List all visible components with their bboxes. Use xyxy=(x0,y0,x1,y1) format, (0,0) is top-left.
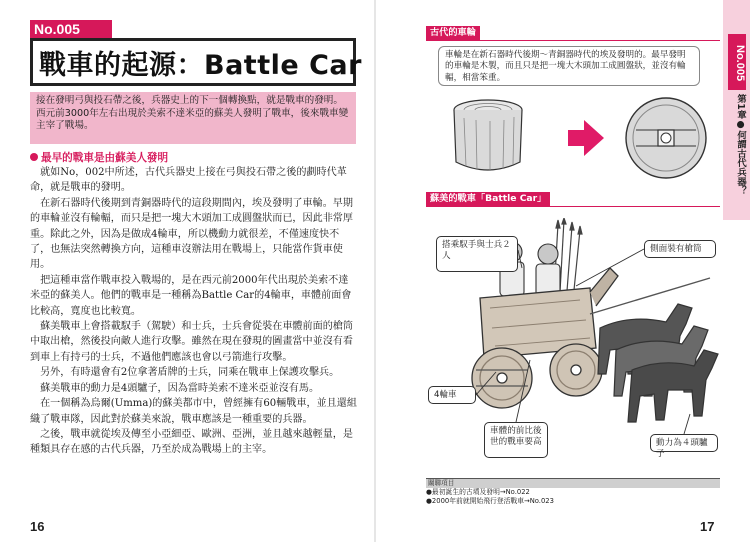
side-chapter-title: 第1章●何謂古代兵器？ xyxy=(735,94,746,196)
wheel-panel-label: 古代的車輪 xyxy=(426,26,480,40)
side-entry-number: No.005 xyxy=(728,34,746,90)
callout-donkeys: 動力為４頭驢子 xyxy=(650,434,718,452)
entry-number-badge: No.005 xyxy=(30,20,112,38)
paragraph: 把這種車當作戰車投入戰場的，是在西元前2000年代出現於美索不達米亞的蘇美人。他們的戰車是一種稱為Battle Car的4輪車，車體前面會比較高，寬度也比較寬。 xyxy=(30,274,352,317)
related-items-label: 關聯項目 xyxy=(426,478,720,488)
page-title: 戰車的起源：Battle Car xyxy=(39,49,362,81)
page-number-left: 16 xyxy=(30,519,45,534)
paragraph: 在新石器時代後期到青銅器時代的這段期間內，埃及發明了車輪。早期的車輪並沒有輪輻，而只是把一塊大木頭加工成圓盤狀而已，因此非常厚重。除此之外，因為是做成4輪車，所以機動力就很差，不僅速度快不了，也無法突然轉換方向，這種車沒辦法用在戰場上，只能當作貨車使用。 xyxy=(30,197,353,271)
lead-summary: 接在發明弓與投石帶之後，兵器史上的下一個轉換點，就是戰車的發明。西元前3000年左右出現於美索不達米亞的蘇美人發明了戰車，後來戰車變主宰了戰場。 xyxy=(30,92,356,144)
related-item[interactable]: ●2000年前就開始飛行登活戰車→No.023 xyxy=(426,497,554,506)
chariot-panel-label: 蘇美的戰車「Battle Car」 xyxy=(426,192,550,206)
section-heading-text: 最早的戰車是由蘇美人發明 xyxy=(41,152,169,164)
related-item[interactable]: ●最初誕生的古墳及發明→No.022 xyxy=(426,488,530,496)
callout-spear-holder: 側面裝有槍筒 xyxy=(644,240,716,258)
paragraph: 蘇美戰車上會搭載馭手（駕駛）和士兵，士兵會從裝在車體前面的槍筒中取出槍，然後投向敵人進行攻擊。雖然在現在發現的圖畫當中並沒有看到車上有持弓的士兵，不過他們應該也會以弓箭進行攻擊。 xyxy=(30,321,353,363)
callout-front-height: 車體的前比後世的戰車要高 xyxy=(484,422,548,458)
wheel-description: 車輪是在新石器時代後期〜青銅器時代的埃及發明的。最早發明的車輪是木製，而且只是把一塊大木頭加工成圓盤狀，並沒有輪輻，相當笨重。 xyxy=(438,46,700,86)
related-items xyxy=(426,478,720,507)
paragraph: 就如No，002中所述，古代兵器史上接在弓與投石帶之後的劃時代革命，就是戰車的發明。 xyxy=(30,167,347,194)
callout-crew: 搭乘馭手與士兵２人 xyxy=(436,236,518,272)
paragraph: 之後，戰車就從埃及傳至小亞細亞、歐洲、亞洲，並且越來越輕量，是種類具存在感的古代兵器，乃至於成為戰場上的主宰。 xyxy=(30,428,353,456)
paragraph: 在一個稱為烏爾(Umma)的蘇美都市中，曾經擁有60輛戰車，並且還組織了戰車隊，因此對於蘇美來說，戰車應該是一種重要的兵器。 xyxy=(30,398,357,425)
callout-four-wheels: 4輪車 xyxy=(428,386,476,404)
paragraph: 另外，有時還會有2位拿著盾牌的士兵，同乘在戰車上保護攻擊兵。 xyxy=(40,367,340,379)
page-number-right: 17 xyxy=(700,519,715,534)
paragraph: 蘇美戰車的動力是4頭驢子，因為當時美索不達米亞並沒有馬。 xyxy=(40,382,320,394)
